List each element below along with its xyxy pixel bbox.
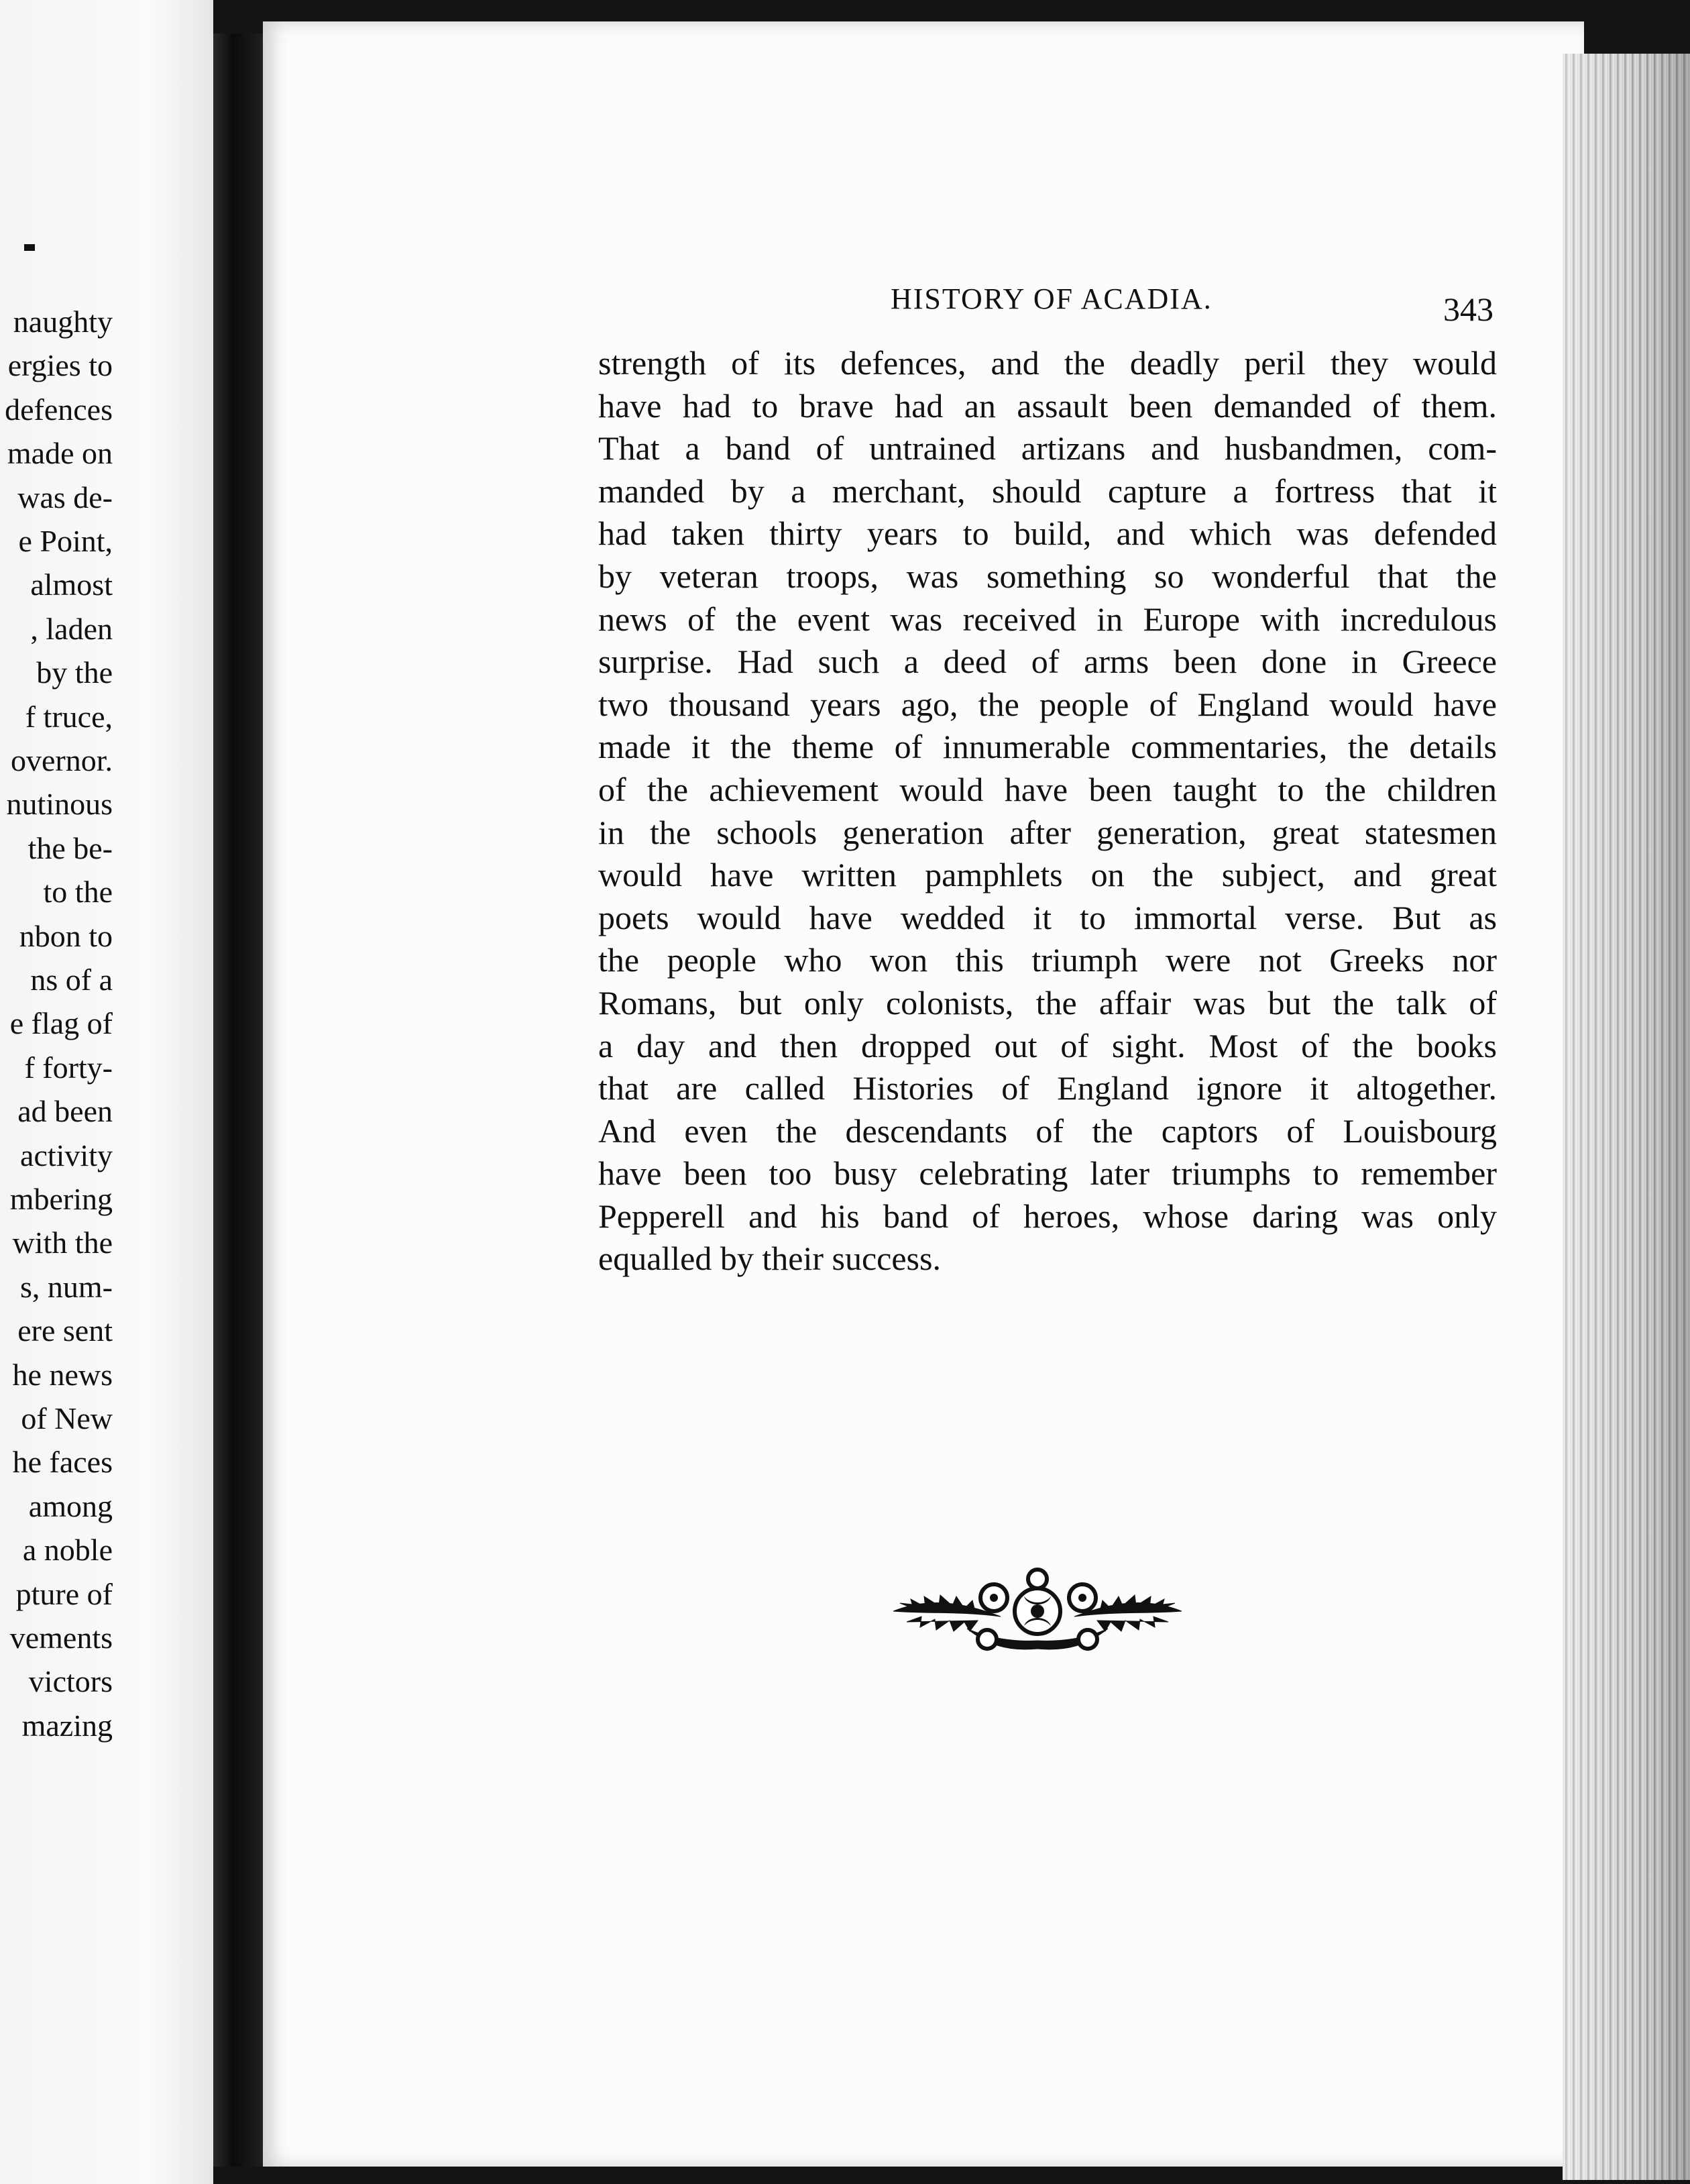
left-page-line: , laden [30,611,113,646]
left-page-line: of New [21,1401,113,1435]
left-page-line: the be- [27,830,113,865]
text-line: Pepperell and his band of heroes, whose daring was only [598,1197,1497,1235]
left-page-line: a noble [22,1533,113,1568]
left-page-line: almost [30,567,113,602]
running-head: HISTORY OF ACADIA. [891,282,1213,315]
left-page-line: ad been [17,1094,113,1129]
left-page-line: among [28,1488,113,1523]
text-line: two thousand years ago, the people of England would have [598,685,1497,723]
text-line: that are called Histories of England ignore it altogether. [598,1069,1497,1107]
text-line: surprise. Had such a deed of arms been done in Greece [598,643,1497,681]
text-line: the people who won this triumph were not Greeks nor [598,941,1497,979]
book-gutter [213,34,263,2167]
left-page-line: e flag of [9,1006,113,1041]
left-page-line: victors [28,1664,113,1699]
left-page-line: vements [9,1621,113,1655]
left-page-line: f truce, [25,699,113,734]
text-line: have had to brave had an assault been demanded of them. [598,386,1497,425]
left-page-line: nutinous [6,787,113,822]
text-line: made it the theme of innumerable commentaries, the details [598,728,1497,766]
left-page-line: ere sent [17,1313,113,1348]
text-line: by veteran troops, was something so wonderful that the [598,557,1497,595]
left-page-line: ns of a [30,963,113,997]
left-page-line: s, num- [20,1269,113,1304]
floral-ornament-icon [887,1564,1188,1672]
left-page-line: he faces [12,1445,113,1480]
body-text [598,342,1497,1280]
left-page-line: f forty- [24,1050,113,1085]
left-page-line: activity [20,1138,113,1172]
left-page-line: was de- [17,480,113,514]
left-page-line: by the [36,655,113,690]
text-line: manded by a merchant, should capture a fortress that it [598,472,1497,510]
text-line: a day and then dropped out of sight. Most of the books [598,1026,1497,1064]
text-line: of the achievement would have been taught to the children [598,770,1497,808]
left-page-text-column [0,0,113,2184]
left-page-line: defences [5,392,113,427]
left-page-line: naughty [13,305,113,339]
main-page [263,21,1584,2167]
text-line: strength of its defences, and the deadly peril they would [598,344,1497,382]
text-line: in the schools generation after generation, great statesmen [598,813,1497,851]
left-page-line: mbering [9,1182,113,1216]
left-page-line: made on [7,436,113,471]
page-edges-shade [1563,54,1690,2180]
text-line: news of the event was received in Europe with incredulous [598,600,1497,638]
text-line: poets would have wedded it to immortal verse. But as [598,898,1497,936]
left-page-line: pture of [15,1576,113,1611]
left-page-line: e Point, [18,524,113,558]
left-page [0,0,213,2184]
left-page-line: ergies to [7,348,113,383]
text-line: Romans, but only colonists, the affair was but the talk of [598,983,1497,1022]
left-page-line: to the [43,875,113,910]
left-page-line: overnor. [10,743,113,777]
text-line: would have written pamphlets on the subject, and great [598,856,1497,894]
text-line: That a band of untrained artizans and husbandmen, com- [598,429,1497,468]
text-line: And even the descendants of the captors of Louisbourg [598,1111,1497,1150]
left-page-line: nbon to [19,918,113,953]
text-line: have been too busy celebrating later triumphs to remember [598,1154,1497,1193]
left-page-line: he news [12,1357,113,1392]
page-number: 343 [1443,290,1494,328]
left-page-line: with the [12,1225,113,1260]
text-line: equalled by their success. [598,1240,941,1278]
left-page-line: mazing [21,1708,113,1743]
text-line: had taken thirty years to build, and which was defended [598,514,1497,553]
